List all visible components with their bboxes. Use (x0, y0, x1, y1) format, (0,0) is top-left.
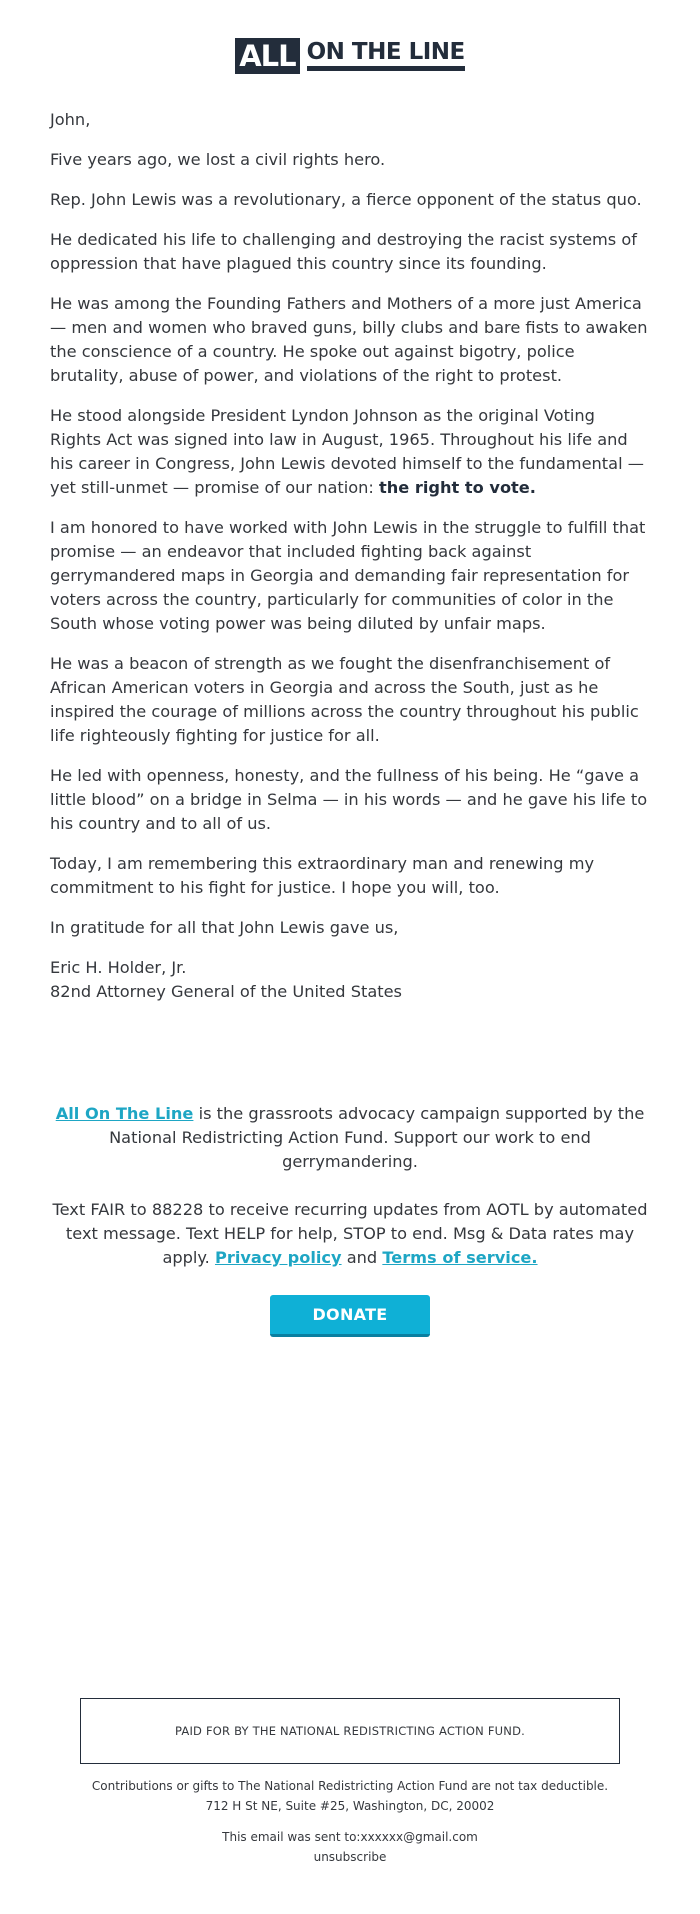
paragraph (50, 404, 650, 500)
logo-all-box: ALL (235, 38, 299, 74)
paragraph: He dedicated his life to challenging and destroying the racist systems of oppression that have plagued this country since its founding. (50, 230, 637, 273)
sent-to-text: This email was sent to:xxxxxx@gmail.com (222, 1830, 478, 1844)
signature-name: Eric H. Holder, Jr. (50, 958, 187, 977)
aotl-description (50, 1102, 650, 1174)
signature (50, 956, 650, 1004)
paragraph: He led with openness, honesty, and the fullness of his being. He “gave a little blood” on a bridge in Selma — in his words — and he gave his life to his country and to all of us. (50, 766, 648, 833)
footer-blurb (50, 1102, 650, 1294)
greeting: John, (50, 110, 91, 129)
privacy-policy-link[interactable]: Privacy policy (214, 1248, 342, 1267)
letter-body (50, 108, 650, 1004)
contributions-note: Contributions or gifts to The National Redistricting Action Fund are not tax deductible. (91, 1779, 609, 1793)
donate-button[interactable]: DONATE (270, 1295, 430, 1337)
paid-for-box (80, 1698, 620, 1764)
sms-disclaimer (50, 1198, 650, 1270)
unsubscribe-link[interactable]: unsubscribe (313, 1850, 387, 1864)
aotl-link[interactable]: All On The Line (55, 1104, 194, 1123)
and-text: and (341, 1248, 383, 1267)
paragraph: Five years ago, we lost a civil rights hero. (50, 150, 386, 169)
logo-on-the-line-text: ON THE LINE (307, 38, 465, 71)
paragraph: He was among the Founding Fathers and Mothers of a more just America — men and women who braved guns, billy clubs and bare fists to awaken the conscience of a country. He spoke out against bigotry, police brutality, abuse of power, and violations of the right to protest. (50, 294, 648, 385)
paragraph: I am honored to have worked with John Lewis in the struggle to fulfill that promise — an endeavor that included fighting back against gerrymandered maps in Georgia and demanding fair representation for voters across the country, particularly for communities of color in the South whose voting power was being diluted by unfair maps. (50, 518, 646, 633)
paragraph-text: He stood alongside President Lyndon Johnson as the original Voting Rights Act was signed into law in August, 1965. Throughout his life and his career in Congress, John Lewis devoted himself to the fundamental — yet still-unmet — promise of our nation: (50, 406, 644, 497)
sms-text: Text FAIR to 88228 to receive recurring updates from AOTL by automated text message. Text HELP for help, STOP to end. Msg & Data rates may apply. (52, 1200, 648, 1267)
legal-fine-print (0, 1776, 700, 1816)
donate-wrap (0, 1295, 700, 1337)
all-on-the-line-logo[interactable] (0, 38, 700, 74)
paragraph: Rep. John Lewis was a revolutionary, a fierce opponent of the status quo. (50, 190, 642, 209)
terms-of-service-link[interactable]: Terms of service. (382, 1248, 538, 1267)
signature-title: 82nd Attorney General of the United States (50, 982, 402, 1001)
paid-for-text: PAID FOR BY THE NATIONAL REDISTRICTING ACTION FUND. (175, 1724, 525, 1738)
emphasis-text: the right to vote. (379, 478, 536, 497)
email-meta (0, 1827, 700, 1867)
mailing-address: 712 H St NE, Suite #25, Washington, DC, 20002 (205, 1799, 495, 1813)
paragraph: Today, I am remembering this extraordinary man and renewing my commitment to his fight for justice. I hope you will, too. (50, 854, 595, 897)
paragraph: He was a beacon of strength as we fought the disenfranchisement of African American voters in Georgia and across the South, just as he inspired the courage of millions across the country throughout his public life righteously fighting for justice for all. (50, 654, 639, 745)
aotl-description-text: is the grassroots advocacy campaign supported by the National Redistricting Action Fund. Support our work to end gerrymandering. (109, 1104, 645, 1171)
closing: In gratitude for all that John Lewis gave us, (50, 918, 399, 937)
